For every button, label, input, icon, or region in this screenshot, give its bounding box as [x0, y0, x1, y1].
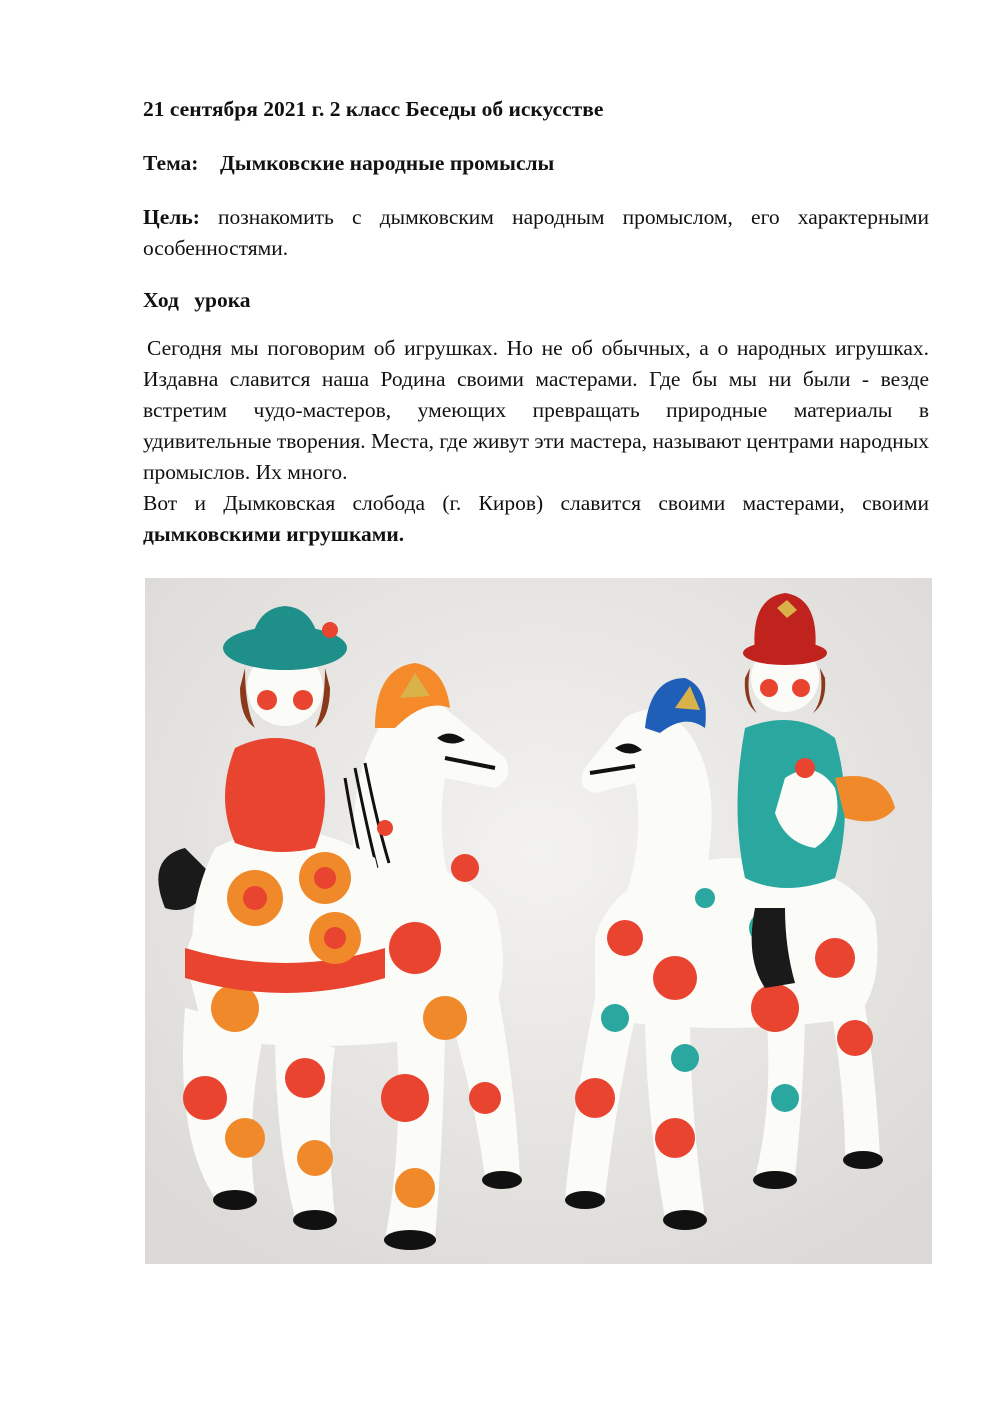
goal-label: Цель:	[143, 205, 200, 229]
topic-line	[143, 148, 929, 179]
lesson-body	[143, 333, 929, 550]
lesson-paragraph-1: Сегодня мы поговорим об игрушках. Но не об обычных, а о народных игрушках. Издавна славится наша Родина своими мастерами. Где бы мы ни были - везде встретим чудо-мастеров, умеющих превращать природные материалы в удивительные творения. Места, где живут эти мастера, называют центрами народных промыслов. Их много.	[143, 336, 929, 484]
topic-label: Тема:	[143, 151, 199, 175]
goal-line	[143, 202, 929, 264]
lesson-heading: Ход урока	[143, 288, 251, 312]
lesson-paragraph-2-text: Вот и Дымковская слобода (г. Киров) славится своими мастерами, своими	[143, 491, 929, 515]
lesson-paragraph-2	[143, 488, 929, 550]
topic-value: Дымковские народные промыслы	[219, 151, 555, 175]
goal-text: познакомить с дымковским народным промыслом, его характерными особенностями.	[143, 205, 930, 260]
dymkovo-toys-photo	[145, 578, 932, 1264]
lesson-paragraph-2-bold: дымковскими игрушками.	[143, 522, 405, 546]
date-line: 21 сентября 2021 г. 2 класс Беседы об искусстве	[143, 97, 604, 121]
dymkovo-toys-illustration	[145, 578, 932, 1264]
